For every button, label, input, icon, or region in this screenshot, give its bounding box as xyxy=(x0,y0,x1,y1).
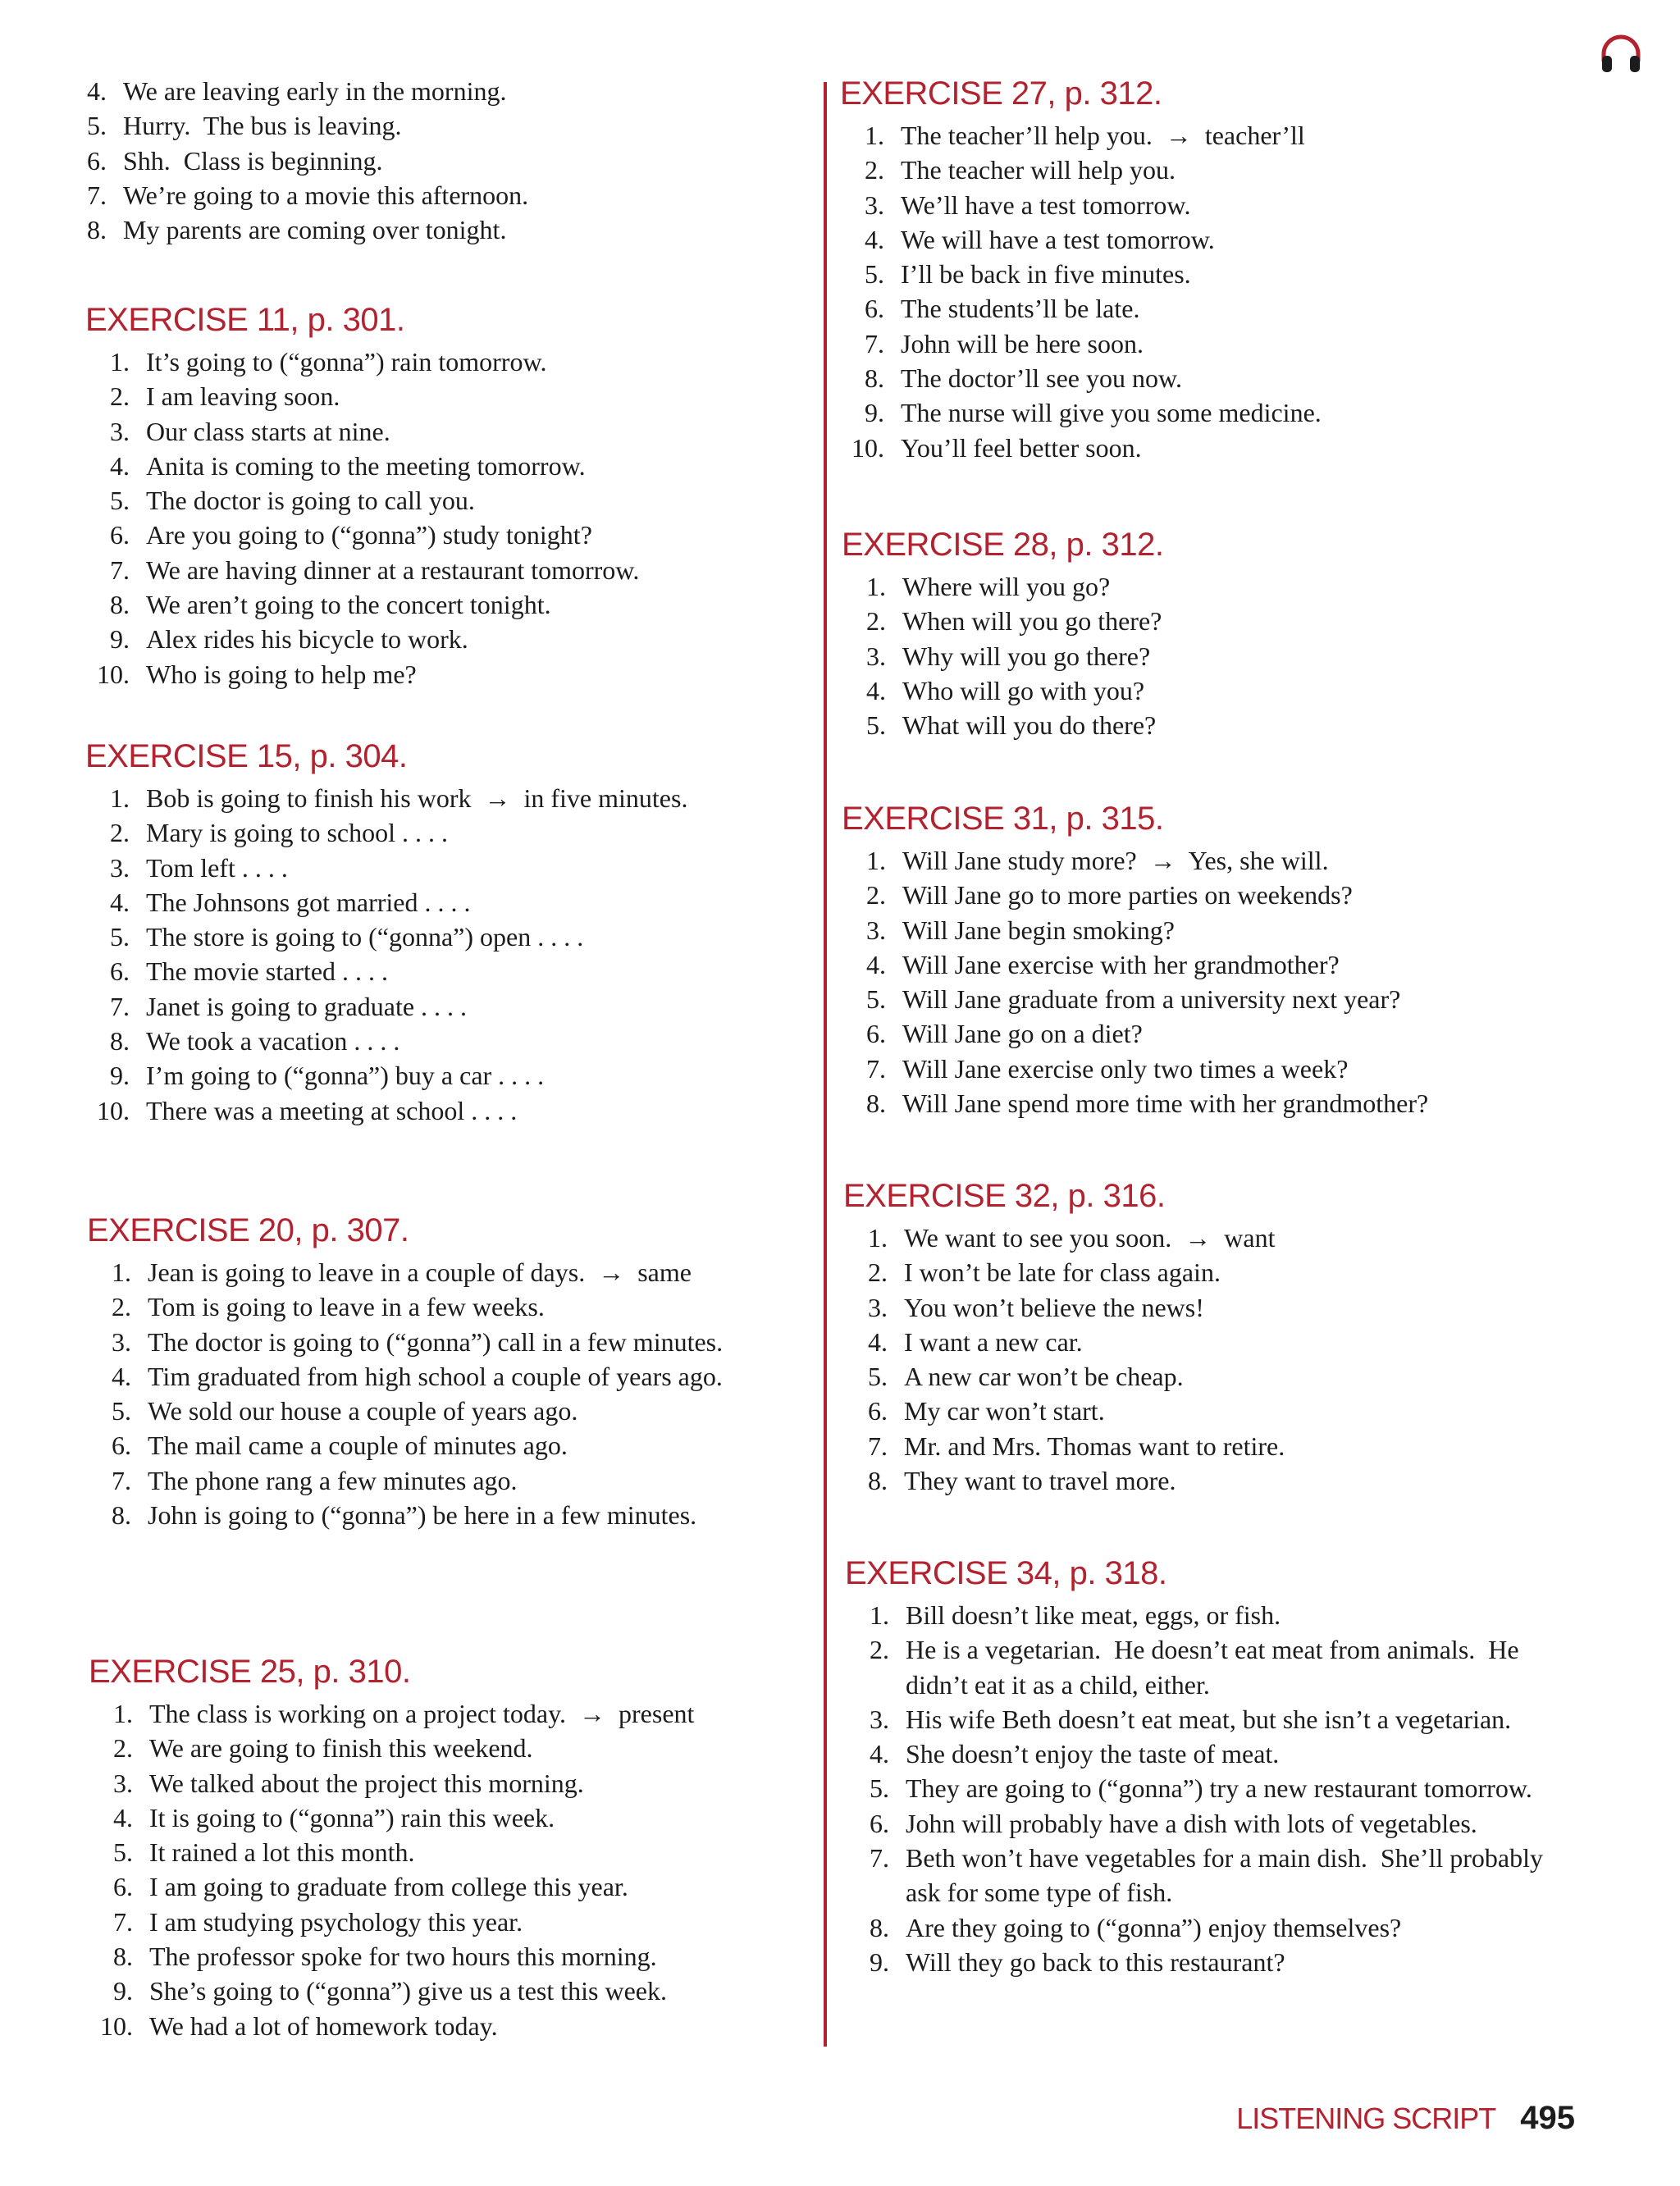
item-text: It rained a lot this month. xyxy=(149,1837,415,1868)
item-number: 4. xyxy=(87,76,107,106)
item-text: The doctor’ll see you now. xyxy=(901,363,1183,394)
item-number: 5. xyxy=(866,984,886,1015)
list-item xyxy=(840,188,1636,222)
item-text: Our class starts at nine. xyxy=(146,416,390,446)
item-number: 2. xyxy=(870,1635,889,1665)
list-item xyxy=(840,291,1636,326)
exercise-heading: EXERCISE 11, p. 301. xyxy=(85,302,405,338)
list-item xyxy=(842,878,1637,912)
list-item xyxy=(85,587,807,622)
headphones-icon xyxy=(1597,30,1645,77)
item-text: Will they go back to this restaurant? xyxy=(906,1946,1285,1977)
list-item xyxy=(842,1052,1637,1086)
column-divider xyxy=(824,82,827,2047)
exercise-heading: EXERCISE 31, p. 315. xyxy=(842,801,1164,837)
item-text: We will have a test tomorrow. xyxy=(901,224,1215,254)
item-number: 5. xyxy=(868,1362,888,1392)
item-number: 5. xyxy=(870,1773,889,1804)
item-text: The class is working on a project today. → present xyxy=(149,1699,695,1728)
item-number: 6. xyxy=(112,1431,131,1461)
list-item xyxy=(85,954,692,988)
list-item xyxy=(85,657,807,691)
item-text: My car won’t start. xyxy=(904,1396,1105,1426)
item-number: 2. xyxy=(112,1292,131,1322)
list-item xyxy=(85,815,692,850)
item-text: I’m going to (“gonna”) buy a car . . . . xyxy=(146,1061,545,1091)
item-number: 1. xyxy=(866,572,886,601)
list-item xyxy=(87,1255,809,1289)
list-item xyxy=(845,1841,1583,1910)
item-number: 5. xyxy=(110,486,130,516)
exercise-list xyxy=(840,118,1636,465)
item-text: Why will you go there? xyxy=(902,641,1151,671)
item-text: The teacher’ll help you. → teacher’ll xyxy=(901,121,1305,150)
item-text: The students’ll be late. xyxy=(901,294,1140,324)
item-text: You’ll feel better soon. xyxy=(901,432,1142,463)
exercise-heading: EXERCISE 34, p. 318. xyxy=(845,1555,1167,1591)
item-number: 5. xyxy=(112,1396,131,1426)
item-number: 9. xyxy=(113,1976,133,2006)
item-number: 4. xyxy=(113,1802,133,1832)
item-number: 10. xyxy=(97,659,130,689)
item-number: 8. xyxy=(113,1942,133,1972)
exercise-list xyxy=(89,1696,810,2043)
item-text: I am studying psychology this year. xyxy=(149,1906,523,1937)
item-text: Beth won’t have vegetables for a main dish. She’ll probably ask for some type of fish. xyxy=(906,1843,1550,1908)
list-item xyxy=(840,326,1636,361)
item-number: 6. xyxy=(110,520,130,550)
exercise-list xyxy=(85,781,692,1128)
item-number: 5. xyxy=(866,710,886,741)
item-number: 4. xyxy=(868,1326,888,1357)
exercise-list xyxy=(842,569,1637,742)
item-number: 1. xyxy=(113,1699,133,1728)
list-item xyxy=(89,1939,810,1974)
item-number: 5. xyxy=(110,922,130,952)
section-exercise-28 xyxy=(842,525,1637,742)
item-number: 5. xyxy=(87,111,107,141)
item-text: We talked about the project this morning. xyxy=(149,1768,584,1798)
item-number: 3. xyxy=(866,915,886,945)
list-item xyxy=(85,553,807,587)
list-item xyxy=(840,361,1636,395)
list-item xyxy=(85,449,807,483)
item-text: The nurse will give you some medicine. xyxy=(901,398,1322,428)
item-text: I’ll be back in five minutes. xyxy=(901,259,1191,290)
item-number: 4. xyxy=(866,675,886,705)
list-item xyxy=(85,920,692,954)
item-number: 1. xyxy=(866,846,886,875)
item-number: 1. xyxy=(868,1223,888,1253)
list-item xyxy=(845,1736,1583,1771)
item-text: The mail came a couple of minutes ago. xyxy=(148,1431,568,1461)
list-item xyxy=(842,1016,1637,1051)
item-number: 4. xyxy=(110,887,130,917)
item-number: 8. xyxy=(87,215,107,245)
list-item xyxy=(85,1024,692,1058)
item-text: I am going to graduate from college this year. xyxy=(149,1872,628,1902)
item-text: Bill doesn’t like meat, eggs, or fish. xyxy=(906,1600,1281,1630)
item-number: 4. xyxy=(110,450,130,481)
item-text: We are going to finish this weekend. xyxy=(149,1733,533,1764)
item-number: 7. xyxy=(870,1843,889,1873)
item-text: The doctor is going to call you. xyxy=(146,486,475,516)
item-text: She doesn’t enjoy the taste of meat. xyxy=(906,1739,1280,1769)
item-text: What will you do there? xyxy=(902,710,1157,741)
item-number: 5. xyxy=(865,259,884,290)
section-exercise-25 xyxy=(89,1652,810,2043)
exercise-heading: EXERCISE 20, p. 307. xyxy=(87,1212,409,1248)
list-item xyxy=(845,1598,1583,1632)
item-number: 3. xyxy=(113,1768,133,1798)
list-item xyxy=(87,1289,809,1324)
list-item xyxy=(89,1766,810,1800)
page-number: 495 xyxy=(1520,2100,1575,2136)
list-item xyxy=(845,1910,1583,1945)
item-text: Who is going to help me? xyxy=(146,659,417,689)
list-item xyxy=(842,708,1637,742)
item-number: 8. xyxy=(868,1466,888,1496)
list-item xyxy=(85,483,807,518)
list-item xyxy=(85,885,692,920)
item-text: Shh. Class is beginning. xyxy=(123,145,383,176)
item-text: Tim graduated from high school a couple of years ago. xyxy=(148,1361,723,1391)
item-text: Mary is going to school . . . . xyxy=(146,818,448,848)
item-text: Tom left . . . . xyxy=(146,852,288,883)
item-text: Mr. and Mrs. Thomas want to retire. xyxy=(904,1431,1285,1461)
list-item xyxy=(62,212,809,247)
item-number: 10. xyxy=(100,2010,133,2041)
list-item xyxy=(87,1359,809,1394)
list-item xyxy=(62,74,809,108)
item-text: My parents are coming over tonight. xyxy=(123,215,507,245)
item-number: 9. xyxy=(110,1061,130,1091)
exercise-list xyxy=(845,1598,1583,1979)
item-number: 1. xyxy=(112,1257,131,1287)
list-item xyxy=(843,1429,1639,1463)
item-text: You won’t believe the news! xyxy=(904,1292,1204,1322)
item-text: We had a lot of homework today. xyxy=(149,2010,498,2041)
list-item xyxy=(89,1835,810,1869)
list-item xyxy=(89,1731,810,1765)
list-item xyxy=(842,639,1637,673)
section-exercise-15 xyxy=(85,737,692,1128)
item-text: The Johnsons got married . . . . xyxy=(146,887,471,917)
item-number: 3. xyxy=(865,189,884,220)
list-item xyxy=(840,257,1636,291)
item-number: 5. xyxy=(113,1837,133,1868)
item-number: 8. xyxy=(865,363,884,394)
item-number: 1. xyxy=(865,121,884,150)
item-text: Are you going to (“gonna”) study tonight? xyxy=(146,520,592,550)
item-number: 9. xyxy=(870,1946,889,1977)
item-number: 7. xyxy=(87,180,107,210)
item-number: 7. xyxy=(110,991,130,1021)
section-exercise-32 xyxy=(843,1176,1639,1498)
item-number: 4. xyxy=(112,1361,131,1391)
item-number: 9. xyxy=(865,398,884,428)
item-text: Will Jane begin smoking? xyxy=(902,915,1175,945)
item-number: 8. xyxy=(110,1026,130,1056)
item-number: 10. xyxy=(851,432,884,463)
item-number: 6. xyxy=(870,1808,889,1838)
item-text: Anita is coming to the meeting tomorrow. xyxy=(146,450,586,481)
list-item xyxy=(845,1806,1583,1841)
list-item xyxy=(89,1696,810,1731)
list-item xyxy=(843,1463,1639,1498)
section-continued xyxy=(62,74,809,247)
item-text: Will Jane go on a diet? xyxy=(902,1019,1143,1049)
list-item xyxy=(842,569,1637,604)
item-number: 3. xyxy=(870,1704,889,1734)
item-text: He is a vegetarian. He doesn’t eat meat from animals. He didn’t eat it as a child, either. xyxy=(906,1635,1526,1700)
item-text: I am leaving soon. xyxy=(146,381,340,412)
item-text: The store is going to (“gonna”) open . . . . xyxy=(146,922,584,952)
item-text: We sold our house a couple of years ago. xyxy=(148,1396,578,1426)
item-number: 2. xyxy=(865,155,884,185)
item-number: 4. xyxy=(866,949,886,979)
item-text: The doctor is going to (“gonna”) call in a few minutes. xyxy=(148,1326,724,1357)
item-text: John will probably have a dish with lots of vegetables. xyxy=(906,1808,1477,1838)
list-item xyxy=(842,913,1637,947)
item-text: The phone rang a few minutes ago. xyxy=(148,1465,518,1495)
list-item xyxy=(842,604,1637,638)
item-text: They are going to (“gonna”) try a new restaurant tomorrow. xyxy=(906,1773,1532,1804)
item-number: 8. xyxy=(870,1912,889,1942)
list-item xyxy=(89,2009,810,2043)
list-item xyxy=(85,1093,692,1128)
item-text: John will be here soon. xyxy=(901,328,1144,358)
item-number: 8. xyxy=(110,590,130,620)
item-number: 2. xyxy=(113,1733,133,1764)
list-item xyxy=(89,1869,810,1904)
item-text: Will Jane go to more parties on weekends? xyxy=(902,880,1353,910)
item-text: We are having dinner at a restaurant tomorrow. xyxy=(146,554,640,585)
item-text: I won’t be late for class again. xyxy=(904,1257,1221,1288)
list-item xyxy=(840,222,1636,257)
list-item xyxy=(85,379,807,413)
item-number: 2. xyxy=(866,606,886,637)
list-item xyxy=(840,431,1636,465)
item-text: A new car won’t be cheap. xyxy=(904,1362,1184,1392)
exercise-list xyxy=(85,345,807,691)
item-number: 1. xyxy=(110,783,130,813)
item-text: His wife Beth doesn’t eat meat, but she isn’t a vegetarian. xyxy=(906,1704,1512,1734)
item-number: 6. xyxy=(868,1396,888,1426)
section-exercise-11 xyxy=(85,300,807,691)
item-number: 6. xyxy=(87,145,107,176)
list-item xyxy=(87,1428,809,1463)
item-text: We are leaving early in the morning. xyxy=(123,76,507,106)
list-item xyxy=(842,673,1637,708)
item-text: We want to see you soon. → want xyxy=(904,1223,1276,1253)
exercise-heading: EXERCISE 25, p. 310. xyxy=(89,1654,411,1690)
item-text: When will you go there? xyxy=(902,606,1162,637)
list-item xyxy=(842,1086,1637,1120)
item-text: Bob is going to finish his work → in five minutes. xyxy=(146,783,688,813)
item-text: Tom is going to leave in a few weeks. xyxy=(148,1292,545,1322)
item-number: 4. xyxy=(870,1739,889,1769)
item-number: 6. xyxy=(113,1872,133,1902)
list-item xyxy=(845,1702,1583,1736)
exercise-heading: EXERCISE 32, p. 316. xyxy=(843,1178,1166,1214)
list-item xyxy=(85,1058,692,1093)
item-number: 8. xyxy=(112,1500,131,1531)
list-item xyxy=(845,1632,1583,1702)
list-item xyxy=(87,1394,809,1428)
item-text: Are they going to (“gonna”) enjoy themselves? xyxy=(906,1912,1402,1942)
item-number: 7. xyxy=(866,1053,886,1084)
item-number: 7. xyxy=(110,554,130,585)
item-number: 3. xyxy=(868,1292,888,1322)
section-exercise-27 xyxy=(840,74,1636,465)
section-exercise-20 xyxy=(87,1211,809,1532)
item-text: Jean is going to leave in a couple of days. → same xyxy=(148,1257,692,1287)
item-number: 3. xyxy=(110,416,130,446)
item-number: 7. xyxy=(868,1431,888,1461)
list-item xyxy=(843,1394,1639,1428)
exercise-list xyxy=(843,1221,1639,1498)
list-item xyxy=(85,622,807,656)
item-number: 9. xyxy=(110,624,130,655)
item-number: 6. xyxy=(865,294,884,324)
exercise-list xyxy=(62,74,809,247)
item-text: The teacher will help you. xyxy=(901,155,1176,185)
item-number: 7. xyxy=(865,328,884,358)
item-number: 3. xyxy=(112,1326,131,1357)
item-number: 6. xyxy=(110,956,130,987)
item-number: 1. xyxy=(110,347,130,377)
exercise-heading: EXERCISE 15, p. 304. xyxy=(85,738,408,774)
list-item xyxy=(843,1221,1639,1255)
list-item xyxy=(85,414,807,449)
exercise-list xyxy=(842,843,1637,1120)
list-item xyxy=(85,518,807,552)
list-item xyxy=(85,345,807,379)
item-number: 10. xyxy=(97,1095,130,1125)
item-number: 1. xyxy=(870,1600,889,1630)
item-number: 4. xyxy=(865,224,884,254)
item-text: We’ll have a test tomorrow. xyxy=(901,189,1191,220)
list-item xyxy=(87,1498,809,1532)
item-number: 2. xyxy=(866,880,886,910)
list-item xyxy=(842,947,1637,982)
item-number: 3. xyxy=(866,641,886,671)
list-item xyxy=(87,1463,809,1498)
list-item xyxy=(89,1800,810,1835)
page-footer xyxy=(1236,2100,1575,2137)
list-item xyxy=(843,1255,1639,1289)
list-item xyxy=(87,1325,809,1359)
list-item xyxy=(62,108,809,143)
item-text: We took a vacation . . . . xyxy=(146,1026,400,1056)
item-text: Will Jane study more? → Yes, she will. xyxy=(902,846,1329,875)
list-item xyxy=(85,989,692,1024)
item-text: It is going to (“gonna”) rain this week. xyxy=(149,1802,555,1832)
item-text: Alex rides his bicycle to work. xyxy=(146,624,468,655)
item-number: 7. xyxy=(112,1465,131,1495)
list-item xyxy=(89,1905,810,1939)
item-text: Who will go with you? xyxy=(902,675,1145,705)
list-item xyxy=(840,153,1636,187)
list-item xyxy=(843,1290,1639,1325)
list-item xyxy=(840,118,1636,153)
item-number: 2. xyxy=(110,381,130,412)
item-text: The professor spoke for two hours this morning. xyxy=(149,1942,657,1972)
item-number: 8. xyxy=(866,1088,886,1119)
item-text: John is going to (“gonna”) be here in a few minutes. xyxy=(148,1500,697,1531)
item-text: There was a meeting at school . . . . xyxy=(146,1095,518,1125)
item-text: Janet is going to graduate . . . . xyxy=(146,991,468,1021)
item-text: Where will you go? xyxy=(902,572,1111,601)
list-item xyxy=(845,1771,1583,1805)
exercise-heading: EXERCISE 28, p. 312. xyxy=(842,527,1164,563)
item-number: 6. xyxy=(866,1019,886,1049)
item-text: It’s going to (“gonna”) rain tomorrow. xyxy=(146,347,547,377)
list-item xyxy=(843,1359,1639,1394)
section-exercise-34 xyxy=(845,1554,1583,1979)
exercise-list xyxy=(87,1255,809,1532)
item-text: Will Jane exercise with her grandmother? xyxy=(902,949,1340,979)
item-number: 2. xyxy=(868,1257,888,1288)
exercise-heading: EXERCISE 27, p. 312. xyxy=(840,75,1162,112)
item-number: 3. xyxy=(110,852,130,883)
list-item xyxy=(85,851,692,885)
footer-label: LISTENING SCRIPT xyxy=(1236,2102,1496,2135)
item-text: We’re going to a movie this afternoon. xyxy=(123,180,529,210)
item-text: The movie started . . . . xyxy=(146,956,389,987)
list-item xyxy=(85,781,692,815)
item-text: Will Jane exercise only two times a week? xyxy=(902,1053,1349,1084)
item-text: She’s going to (“gonna”) give us a test this week. xyxy=(149,1976,667,2006)
item-text: They want to travel more. xyxy=(904,1466,1176,1496)
list-item xyxy=(843,1325,1639,1359)
list-item xyxy=(845,1945,1583,1979)
list-item xyxy=(842,982,1637,1016)
item-text: Hurry. The bus is leaving. xyxy=(123,111,402,141)
item-text: I want a new car. xyxy=(904,1326,1083,1357)
item-text: We aren’t going to the concert tonight. xyxy=(146,590,551,620)
item-number: 2. xyxy=(110,818,130,848)
list-item xyxy=(842,843,1637,878)
section-exercise-31 xyxy=(842,799,1637,1120)
list-item xyxy=(89,1974,810,2008)
list-item xyxy=(840,395,1636,430)
list-item xyxy=(62,144,809,178)
item-text: Will Jane graduate from a university next year? xyxy=(902,984,1401,1015)
list-item xyxy=(62,178,809,212)
item-number: 7. xyxy=(113,1906,133,1937)
item-text: Will Jane spend more time with her grandmother? xyxy=(902,1088,1429,1119)
